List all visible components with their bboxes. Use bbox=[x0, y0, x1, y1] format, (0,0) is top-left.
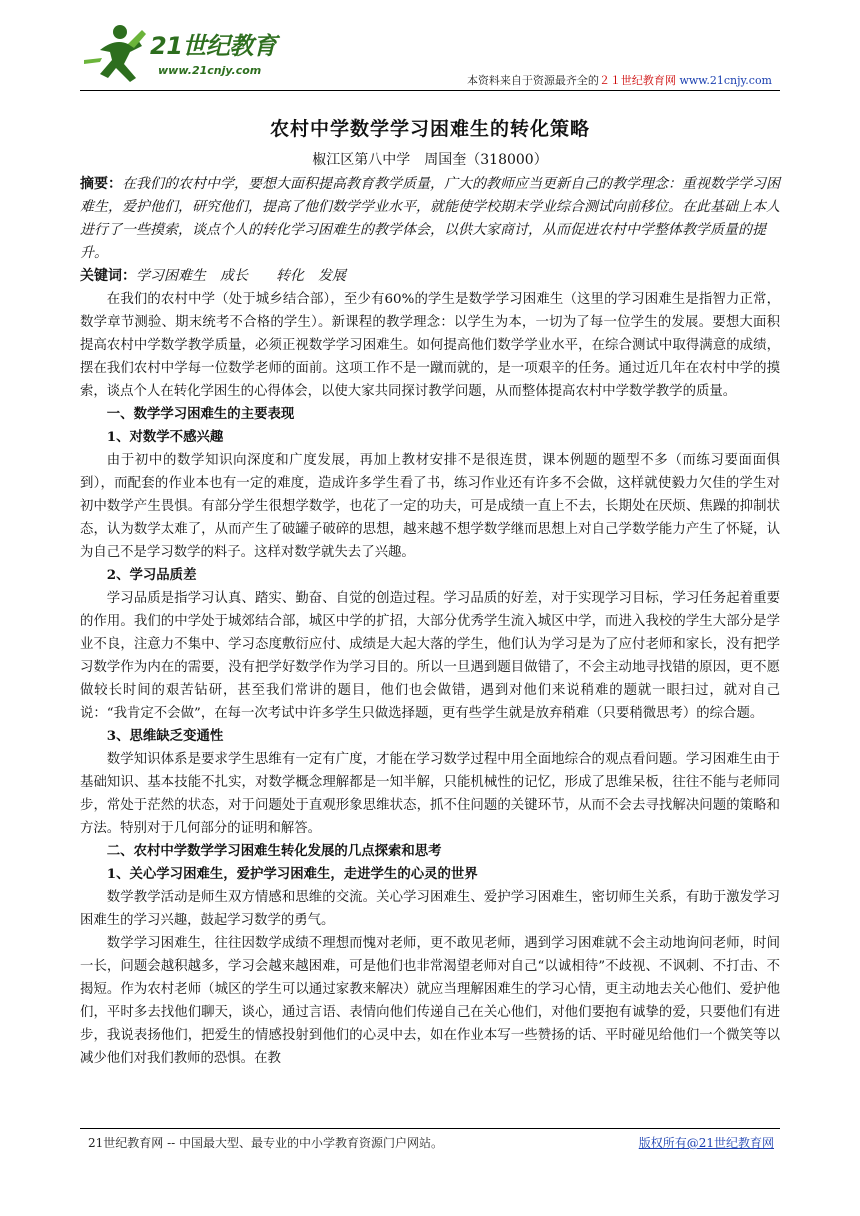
paragraph-thinking: 数学知识体系是要求学生思维有一定有广度，才能在学习数学过程中用全面地综合的观点看问题。学习困难生由于基础知识、基本技能不扎实，对数学概念理解都是一知半解，只能机械性的记忆，形成了思维呆板，往往不能与老师同步，常处于茫然的状态，对于问题处于直观形象思维状态，抓不住问题的关键环节，从而不会去寻找解决问题的策略和方法。特别对于几何部分的证明和解答。 bbox=[80, 752, 780, 836]
paragraph-care: 数学教学活动是师生双方情感和思维的交流。关心学习困难生、爱护学习困难生，密切师生关系，有助于激发学习困难生的学习兴趣，鼓起学习数学的勇气。 bbox=[80, 890, 780, 928]
subsection-heading-1-1: 1、对数学不感兴趣 bbox=[106, 429, 224, 445]
header-note-site: ２１世纪教育网 bbox=[598, 74, 676, 87]
abstract-text: 在我们的农村中学，要想大面积提高教育教学质量，广大的教师应当更新自己的教学理念：重视数学学习困难生，爱护他们，研究他们，提高了他们数学学业水平，就能使学校期末学业综合测试向前移位。在此基础上本人进行了一些摸索，谈点个人的转化学习困难生的教学体会，以供大家商讨，从而促进农村中学整体教学质量的提升。 bbox=[80, 176, 780, 261]
keywords-label: 关键词： bbox=[80, 268, 136, 284]
paragraph-intro: 在我们的农村中学（处于城乡结合部），至少有60%的学生是数学学习困难生（这里的学习困难生是指智力正常，数学章节测验、期末统考不合格的学生）。新课程的教学理念：以学生为本，一切为了每一位学生的发展。要想大面积提高农村中学数学教学质量，必须正视数学学习困难生。如何提高他们数学学业水平，在综合测试中取得满意的成绩，摆在我们农村中学每一位数学老师的面前。这项工作不是一蹴而就的，是一项艰辛的任务。通过近几年在农村中学的摸索，谈点个人在转化学困生的心得体会，以使大家共同探讨教学问题，从而整体提高农村中学数学教学的质量。 bbox=[80, 292, 780, 399]
author-line: 椒江区第八中学 周国奎（318000） bbox=[312, 152, 548, 168]
footer-copyright-link[interactable]: 版权所有@21世纪教育网 bbox=[638, 1136, 774, 1150]
header-note-link[interactable]: www.21cnjy.com bbox=[679, 74, 772, 87]
site-logo[interactable] bbox=[80, 20, 340, 90]
section-heading-1: 一、数学学习困难生的主要表现 bbox=[106, 406, 295, 422]
keywords bbox=[80, 265, 780, 288]
footer-divider bbox=[80, 1128, 780, 1129]
keywords-text: 学习困难生 成长 转化 发展 bbox=[136, 268, 346, 284]
document-body bbox=[80, 108, 780, 1070]
abstract-label: 摘要： bbox=[80, 176, 122, 192]
page-header bbox=[80, 20, 780, 90]
subsection-heading-1-2: 2、学习品质差 bbox=[106, 567, 197, 583]
runner-logo-icon bbox=[80, 20, 160, 86]
subsection-heading-2-1: 1、关心学习困难生，爱护学习困难生，走进学生的心灵的世界 bbox=[106, 866, 478, 882]
subsection-heading-1-3: 3、思维缺乏变通性 bbox=[106, 728, 224, 744]
header-note-prefix: 本资料来自于资源最齐全的 bbox=[466, 74, 599, 87]
paragraph-quality: 学习品质是指学习认真、踏实、勤奋、自觉的创造过程。学习品质的好差，对于实现学习目标，学习任务起着重要的作用。我们的中学处于城郊结合部，城区中学的扩招，大部分优秀学生流入城区中学，而进入我校的学生大部分是学业不良，注意力不集中、学习态度敷衍应付、成绩是大起大落的学生，他们认为学习是为了应付老师和家长，没有把学习数学作为内在的需要，没有把学好数学作为学习目的。所以一旦遇到题目做错了，不会主动地寻找错的原因，更不愿做较长时间的艰苦钻研，甚至我们常讲的题目，他们也会做错，遇到对他们来说稍难的题就一眼扫过，就对自己说：“我肯定不会做”，在每一次考试中许多学生只做选择题，更有些学生就是放弃稍难（只要稍微思考）的综合题。 bbox=[80, 591, 780, 721]
paragraph-interest: 由于初中的数学知识向深度和广度发展，再加上教材安排不是很连贯，课本例题的题型不多（而练习要面面俱到），而配套的作业本也有一定的难度，造成许多学生看了书，练习作业还有许多不会做，这样就使毅力欠佳的学生对初中数学产生畏惧。有部分学生很想学数学，也花了一定的功夫，可是成绩一直上不去，长期处在厌烦、焦躁的抑制状态，认为数学太难了，从而产生了破罐子破碎的思想，越来越不想学数学继而思想上对自己学数学能力产生了怀疑，认为自己不是学习数学的料子。这样对数学就失去了兴趣。 bbox=[80, 453, 780, 560]
abstract bbox=[80, 173, 780, 265]
logo-wordmark: 21世纪教育 bbox=[150, 32, 277, 60]
page-title: 农村中学数学学习困难生的转化策略 bbox=[269, 118, 590, 140]
header-divider bbox=[80, 90, 780, 91]
header-note bbox=[467, 72, 772, 88]
logo-url: www.21cnjy.com bbox=[158, 64, 262, 77]
footer-site-description: 21世纪教育网 -- 中国最大型、最专业的中小学教育资源门户网站。 bbox=[88, 1136, 444, 1150]
section-heading-2: 二、农村中学数学学习困难生转化发展的几点探索和思考 bbox=[106, 843, 442, 859]
paragraph-care-detail: 数学学习困难生，往往因数学成绩不理想而愧对老师，更不敢见老师，遇到学习困难就不会主动地询问老师，时间一长，问题会越积越多，学习会越来越困难，可是他们也非常渴望老师对自己“以诚相待”不歧视、不讽刺、不打击、不揭短。作为农村老师（城区的学生可以通过家教来解决）就应当理解困难生的学习心情，更主动地去关心他们、爱护他们，平时多去找他们聊天，谈心，通过言语、表情向他们传递自己在关心他们，对他们要抱有诚挚的爱，只要他们有进步，我说表扬他们，把爱生的情感投射到他们的心灵中去，如在作业本写一些赞扬的话、平时碰见给他们一个微笑等以减少他们对我们教师的恐惧。在教 bbox=[80, 936, 780, 1066]
